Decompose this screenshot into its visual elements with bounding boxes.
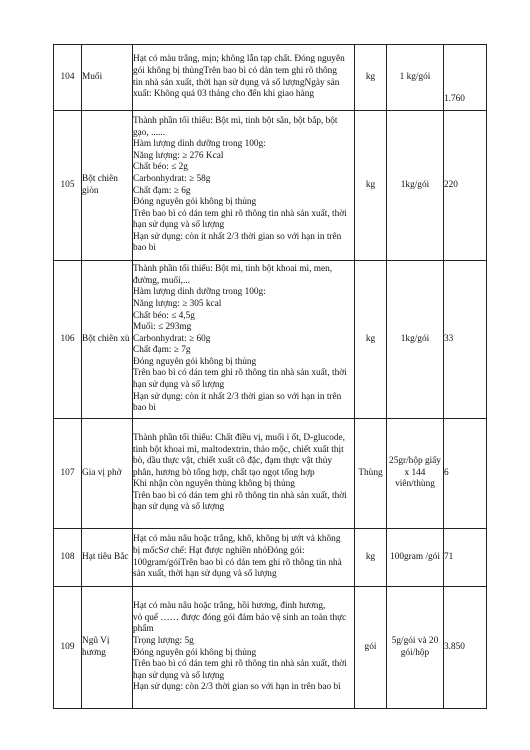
description-line: hạn sử dụng và số lượng [133, 670, 225, 681]
description-line: hạn sử dụng và số lượng [133, 502, 225, 513]
description-line: tinh bột khoai mì, maltodextrin, thảo mộc, chiết xuất thịt [133, 444, 344, 455]
description-line: Thành phần tối thiểu: Bột mì, tinh bột sắn, bột bắp, bột [133, 115, 338, 126]
product-name: Bột chiên xù [82, 261, 133, 419]
description-line: 100gram/góiTrên bao bì có dán tem ghi rõ thông tin nhà [133, 557, 342, 568]
packaging-spec: 25gr/hộp giấy x 144 viên/thùng [387, 419, 444, 529]
product-name: Gia vị phở [82, 419, 133, 529]
description-line: Trên bao bì có dán tem ghi rõ thông tin nhà sản xuất, thời [133, 659, 347, 670]
table-row [54, 261, 487, 419]
description-line: gạo, ...... [133, 127, 166, 138]
description-line: Thành phần tối thiểu: Bột mì, tinh bột khoai mì, men, [133, 264, 333, 275]
description-line: Hạt có màu trắng, mịn; không lẫn tạp chất. Đóng nguyên [133, 54, 345, 65]
description-line: tin nhà sản xuất, thời hạn sử dụng và số lượngNgày sản [133, 77, 340, 88]
row-number: 107 [54, 419, 82, 529]
unit-cell: Thùng [355, 419, 387, 529]
description-line: gói không bị thủngTrên bao bì có dán tem ghi rõ thông [133, 65, 337, 76]
description-line: Hạt có màu nâu hoặc trắng, hồi hương, đinh hương, [133, 601, 326, 612]
table-row [54, 111, 487, 261]
unit-cell: kg [355, 529, 387, 587]
description-line: Khi nhận còn nguyên thùng không bị thủng [133, 479, 295, 490]
product-name: Ngũ Vị hương [82, 587, 133, 709]
unit-cell: kg [355, 261, 387, 419]
quantity-cell: 3.850 [444, 587, 487, 709]
description-line: Hạn sử dụng: còn ít nhất 2/3 thời gian so với hạn in trên [133, 231, 342, 242]
description-line: Carbonhydrat: ≥ 60g [133, 333, 211, 344]
product-description [133, 529, 355, 587]
product-description [133, 587, 355, 709]
description-line: Chất đạm: ≥ 6g [133, 185, 191, 196]
quantity-cell: 71 [444, 529, 487, 587]
description-line: xuất: Không quá 03 tháng cho đến khi giao hàng [133, 89, 314, 100]
table-row [54, 587, 487, 709]
description-line: đường, muối,... [133, 275, 190, 286]
packaging-spec: 5g/gói và 20 gói/hộp [387, 587, 444, 709]
quantity-cell: 220 [444, 111, 487, 261]
description-line: Chất béo: ≤ 4,5g [133, 310, 195, 321]
row-number: 105 [54, 111, 82, 261]
description-line: Hàm lượng dinh dưỡng trong 100g: [133, 139, 266, 150]
description-line: Đóng nguyên gói không bị thủng [133, 647, 257, 658]
description-line: phẩm [133, 624, 154, 635]
packaging-spec: 1 kg/gói [387, 45, 444, 111]
specification-table [53, 44, 487, 709]
description-line: bao bì [133, 403, 156, 414]
description-line: Muối: ≤ 293mg [133, 322, 192, 333]
description-line: Năng lượng: ≥ 276 Kcal [133, 150, 224, 161]
description-line: Hạn sử dụng: còn ít nhất 2/3 thời gian so với hạn in trên [133, 391, 342, 402]
quantity-cell: 33 [444, 261, 487, 419]
packaging-spec: 100gram /gói [387, 529, 444, 587]
unit-cell: gói [355, 587, 387, 709]
table-row [54, 419, 487, 529]
description-line: Trên bao bì có dán tem ghi rõ thông tin nhà sản xuất, thời [133, 368, 347, 379]
product-description [133, 111, 355, 261]
description-line: Trọng lượng: 5g [133, 635, 194, 646]
unit-cell: kg [355, 111, 387, 261]
row-number: 109 [54, 587, 82, 709]
packaging-spec: 1kg/gói [387, 261, 444, 419]
description-line: Năng lượng: ≥ 305 kcal [133, 298, 222, 309]
quantity-cell: 6 [444, 419, 487, 529]
description-line: Chất đạm: ≥ 7g [133, 345, 191, 356]
unit-cell: kg [355, 45, 387, 111]
table-row [54, 529, 487, 587]
product-name: Hạt tiêu Bắc [82, 529, 133, 587]
product-name: Bột chiên giòn [82, 111, 133, 261]
description-line: Thành phần tối thiểu: Chất điều vị, muối i ốt, D-glucode, [133, 432, 345, 443]
description-line: Hạn sử dụng: còn 2/3 thời gian so với hạn in trên bao bì [133, 682, 341, 693]
description-line: bị mốcSơ chế: Hạt được nghiền nhỏĐóng gói: [133, 545, 305, 556]
packaging-spec: 1kg/gói [387, 111, 444, 261]
description-line: Hạt có màu nâu hoặc trắng, khô, không bị ướt và không [133, 534, 341, 545]
quantity-cell: 1.760 [444, 45, 487, 111]
row-number: 108 [54, 529, 82, 587]
description-line: Đóng nguyên gói không bị thủng [133, 356, 257, 367]
table-body [54, 45, 487, 709]
product-name: Muối [82, 45, 133, 111]
description-line: Đóng nguyên gói không bị thủng [133, 197, 257, 208]
product-description [133, 45, 355, 111]
description-line: Carbonhydrat: ≥ 58g [133, 173, 211, 184]
description-line: bao bì [133, 243, 156, 254]
description-line: vỏ quế …… được đóng gói đảm bảo vệ sinh an toàn thực [133, 612, 347, 623]
product-description [133, 261, 355, 419]
description-line: Hàm lượng dinh dưỡng trong 100g: [133, 287, 266, 298]
row-number: 106 [54, 261, 82, 419]
description-line: Trên bao bì có dán tem ghi rõ thông tin nhà sản xuất, thời [133, 490, 347, 501]
description-line: bò, dầu thực vật, chiết xuất cô đặc, đạm thực vật thủy [133, 456, 333, 467]
description-line: hạn sử dụng và số lượng [133, 220, 225, 231]
description-line: Trên bao bì có dán tem ghi rõ thông tin nhà sản xuất, thời [133, 208, 347, 219]
row-number: 104 [54, 45, 82, 111]
description-line: phân, hương bò tổng hợp, chất tạo ngọt tổng hợp [133, 467, 315, 478]
description-line: Chất béo: ≤ 2g [133, 162, 188, 173]
description-line: hạn sử dụng và số lượng [133, 380, 225, 391]
table-row [54, 45, 487, 111]
description-line: sản xuất, thời hạn sử dụng và số lượng [133, 569, 277, 580]
product-description [133, 419, 355, 529]
